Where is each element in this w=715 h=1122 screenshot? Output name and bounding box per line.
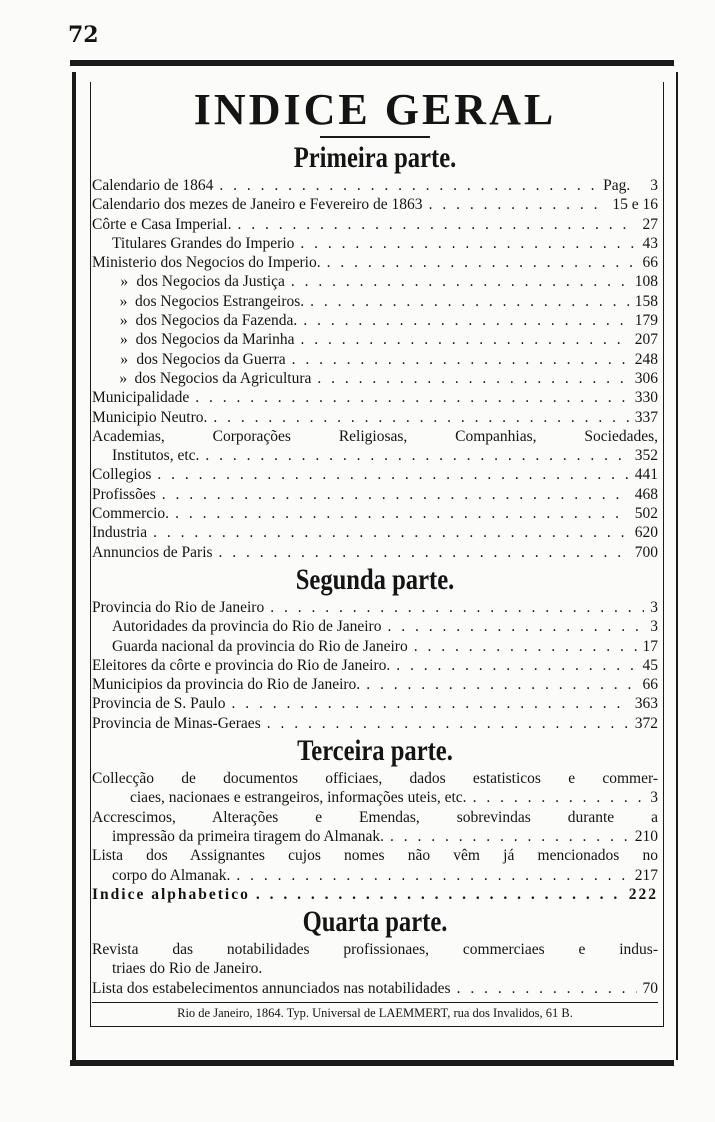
entry-page: 45 [642, 656, 658, 674]
entry-page: 372 [634, 714, 658, 732]
index-content [92, 86, 658, 1021]
leader-dots [317, 369, 628, 388]
entry-label: Municipio Neutro. [92, 408, 208, 426]
index-entry [92, 388, 658, 407]
leader-dots [205, 446, 628, 465]
index-entry [92, 330, 658, 349]
entry-page: 352 [634, 447, 658, 465]
entry-page: 3 [650, 598, 658, 616]
index-entry [92, 979, 658, 998]
index-entry [92, 311, 658, 330]
leader-dots [327, 253, 637, 272]
entry-label: Provincia de Minas-Geraes [92, 714, 261, 732]
index-entry [92, 656, 658, 675]
entry-page: 217 [634, 866, 658, 884]
entry-label: corpo do Almanak. [112, 866, 231, 884]
entry-continuation [92, 827, 658, 846]
index-entry-multiline [92, 846, 658, 885]
entry-label: Autoridades da provincia do Rio de Janeiro [112, 618, 382, 636]
entry-page: 222 [628, 885, 658, 903]
entry-label: Municipalidade [92, 389, 190, 407]
leader-dots [237, 215, 636, 234]
index-entry [92, 714, 658, 733]
entry-label: Indice alphabetico [92, 885, 250, 903]
bottom-rule [70, 1060, 674, 1066]
entry-label: dos Negocios da Fazenda. [135, 312, 298, 330]
entry-label: dos Negocios da Guerra [136, 350, 286, 368]
entry-page: 17 [642, 637, 658, 655]
part-third-list [92, 769, 658, 904]
entry-page: 330 [634, 389, 658, 407]
entry-page: 337 [634, 408, 658, 426]
entry-line1: Lista dos Assignantes cujos nomes não vêm já mencionados no [92, 847, 658, 865]
entry-page: 468 [634, 485, 658, 503]
leader-dots [153, 523, 629, 542]
leader-dots [270, 598, 644, 617]
entry-page: 306 [634, 369, 658, 387]
entry-label: Institutos, etc. [112, 447, 200, 465]
entry-label: Profissões [92, 485, 156, 503]
entry-label: dos Negocios da Marinha [135, 331, 295, 349]
index-entry [92, 350, 658, 369]
ditto-mark: » [119, 369, 128, 387]
leader-dots [390, 827, 629, 846]
ditto-mark: » [120, 350, 129, 368]
entry-page: 15 e 16 [612, 196, 658, 214]
index-entry [92, 543, 658, 562]
leader-dots [213, 408, 628, 427]
leader-dots [310, 292, 629, 311]
leader-dots [396, 656, 636, 675]
index-entry [92, 617, 658, 636]
index-entry-multiline [92, 769, 658, 808]
entry-label: Guarda nacional da provincia do Rio de Janeiro [112, 637, 408, 655]
entry-label: dos Negocios da Justiça [136, 273, 285, 291]
leader-dots [219, 176, 597, 195]
ditto-mark: » [119, 331, 128, 349]
entry-label: Collegios [92, 466, 152, 484]
entry-label: Calendario de 1864 [92, 177, 214, 194]
index-entry [92, 195, 658, 214]
entry-label: ciaes, nacionaes e estrangeiros, informações uteis, etc. [130, 789, 467, 807]
index-entry [92, 292, 658, 311]
entry-page: 210 [634, 827, 658, 845]
index-entry [92, 637, 658, 656]
leader-dots [292, 350, 629, 369]
leader-dots [195, 388, 628, 407]
entry-page: 207 [634, 331, 658, 349]
leader-dots [219, 543, 629, 562]
entry-page: 27 [642, 215, 658, 233]
leader-dots [300, 234, 636, 253]
entry-label: Industria [92, 524, 148, 542]
entry-line1: Revista das notabilidades profissionaes, commerciaes e indus- [92, 941, 658, 959]
entry-page: 502 [634, 505, 658, 523]
entry-page: 620 [634, 524, 658, 542]
entry-label: Titulares Grandes do Imperio [112, 234, 295, 252]
entry-label: Côrte e Casa Imperial. [92, 215, 232, 233]
entry-page: 248 [634, 350, 658, 368]
index-entry [92, 885, 658, 904]
index-entry [92, 408, 658, 427]
index-entry-multiline [92, 427, 658, 466]
leader-dots [473, 788, 645, 807]
top-rule [70, 60, 674, 66]
entry-label: dos Negocios Estrangeiros. [134, 292, 305, 310]
entry-label: Provincia do Rio de Janeiro [92, 598, 265, 616]
entry-page: 108 [634, 273, 658, 291]
entry-page: 179 [634, 312, 658, 330]
index-entry [92, 465, 658, 484]
entry-page: 3 [650, 789, 658, 807]
title-rule [320, 136, 430, 138]
page-number: 72 [68, 22, 99, 48]
entry-label: Provincia de S. Paulo [92, 695, 226, 713]
entry-page: 3 [650, 618, 658, 636]
entry-label: Lista dos estabelecimentos annunciados nas notabilidades [92, 979, 451, 997]
index-entry [92, 176, 658, 195]
index-entry [92, 369, 658, 388]
index-entry [92, 272, 658, 291]
entry-page: 158 [634, 292, 658, 310]
leader-dots [157, 465, 628, 484]
leader-dots [267, 714, 629, 733]
imprint-footer: Rio de Janeiro, 1864. Typ. Universal de LAEMMERT, rua dos Invalidos, 61 B. [92, 1002, 658, 1021]
index-entry [92, 234, 658, 253]
index-entry [92, 504, 658, 523]
index-entry [92, 253, 658, 272]
entry-label: Municipios da provincia do Rio de Janeiro. [92, 676, 361, 694]
leader-dots [256, 885, 623, 904]
leader-dots [175, 504, 629, 523]
part-title-second: Segunda parte. [295, 562, 455, 596]
part-first-list [92, 176, 658, 562]
ditto-mark: » [119, 292, 128, 310]
entry-continuation [92, 788, 658, 807]
entry-page: 363 [634, 695, 658, 713]
entry-continuation [92, 446, 658, 465]
entry-line1: Collecção de documentos officiaes, dados estatisticos e commer- [92, 770, 658, 788]
index-entry [92, 675, 658, 694]
entry-line2: triaes do Rio de Janeiro. [112, 960, 263, 978]
entry-label: Calendario dos mezes de Janeiro e Fevereiro de 1863 [92, 196, 423, 214]
entry-label: Annuncios de Paris [92, 543, 213, 561]
entry-label: dos Negocios da Agricultura [134, 369, 312, 387]
pag-label: Pag. [603, 177, 631, 194]
leader-dots [414, 637, 637, 656]
leader-dots [457, 979, 637, 998]
entry-page: 700 [634, 543, 658, 561]
entry-page: 66 [642, 676, 658, 694]
leader-dots [303, 311, 628, 330]
part-title-third: Terceira parte. [297, 734, 453, 768]
index-entry [92, 598, 658, 617]
index-entry [92, 215, 658, 234]
index-entry [92, 694, 658, 713]
leader-dots [301, 330, 629, 349]
part-title-first: Primeira parte. [293, 141, 457, 174]
index-entry [92, 485, 658, 504]
part-second-list [92, 598, 658, 733]
leader-dots [291, 272, 629, 291]
leader-dots [366, 675, 636, 694]
index-entry-multiline [92, 940, 658, 979]
leader-dots [236, 866, 628, 885]
entry-page: 43 [642, 234, 658, 252]
entry-page: 3 [650, 177, 658, 194]
part-fourth-list [92, 940, 658, 998]
entry-label: impressão da primeira tiragem do Almanak. [112, 827, 385, 845]
part-title-fourth: Quarta parte. [302, 905, 448, 939]
entry-page: 66 [642, 254, 658, 272]
leader-dots [162, 485, 629, 504]
leader-dots [387, 617, 644, 636]
entry-line1: Accrescimos, Alterações e Emendas, sobrevindas durante a [92, 808, 658, 826]
leader-dots [429, 195, 607, 214]
entry-page: 70 [642, 979, 658, 997]
ditto-mark: » [120, 273, 129, 291]
entry-line1: Academias, Corporações Religiosas, Companhias, Sociedades, [92, 427, 658, 445]
index-entry [92, 523, 658, 542]
entry-page: 441 [634, 466, 658, 484]
entry-label: Ministerio dos Negocios do Imperio. [92, 254, 321, 272]
index-title: INDICE GERAL [193, 85, 557, 134]
leader-dots [231, 694, 628, 713]
entry-label: Eleitores da côrte e provincia do Rio de Janeiro. [92, 656, 391, 674]
ditto-mark: » [119, 312, 128, 330]
entry-label: Commercio. [92, 505, 170, 523]
index-entry-multiline [92, 808, 658, 847]
entry-continuation [92, 866, 658, 885]
